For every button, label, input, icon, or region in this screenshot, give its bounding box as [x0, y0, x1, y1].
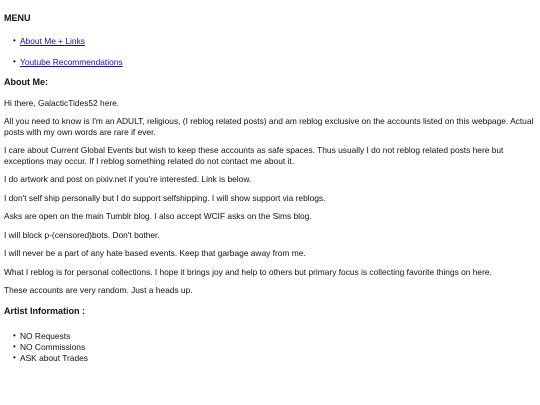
menu-title: MENU: [4, 13, 31, 23]
about-paragraph: I do artwork and post on pixiv.net if you're interested. Link is below.: [4, 174, 252, 184]
about-paragraph: Hi there, GalacticTides52 here.: [4, 97, 120, 108]
artist-info-item: • NO Requests: [14, 331, 535, 342]
about-paragraph: I care about Current Global Events but wish to keep these accounts as safe spaces. Thus usually I do not reblog related posts here but exceptions may occur. If I reblog something related do not contact me about it.: [4, 145, 504, 166]
menu-item-youtube: [14, 57, 535, 68]
about-paragraph: I will never be a part of any hate based events. Keep that garbage away from me.: [4, 248, 306, 258]
about-paragraph: All you need to know is I'm an ADULT, religious, (I reblog related posts) and am reblog exclusive on the accounts listed on this webpage. Actual posts with my own words are rare if ever.: [4, 116, 534, 137]
about-paragraph: Asks are open on the main Tumblr blog. I also accept WCIF asks on the Sims blog.: [4, 211, 312, 221]
menu-list: [4, 36, 535, 67]
menu-item-about: [14, 36, 535, 47]
about-paragraph: I will block p-(censored)bots. Don't bother.: [4, 229, 160, 240]
about-paragraph: I don't self ship personally but I do support selfshipping. I will show support via reblogs.: [4, 192, 326, 203]
about-paragraph: What I reblog is for personal collections. I hope it brings joy and help to others but primary focus is collecting favorite things on here.: [4, 266, 492, 277]
youtube-recommendations-link[interactable]: Youtube Recommendations: [20, 56, 123, 67]
about-paragraph: These accounts are very random. Just a heads up.: [4, 285, 193, 295]
about-me-links-link[interactable]: About Me + Links: [20, 36, 85, 47]
about-me-title: About Me:: [4, 77, 48, 88]
artist-information-title: Artist Information :: [4, 305, 85, 316]
artist-info-item: • NO Commissions: [14, 342, 535, 353]
artist-info-list: [4, 331, 535, 364]
artist-info-item: • ASK about Trades: [14, 353, 535, 364]
